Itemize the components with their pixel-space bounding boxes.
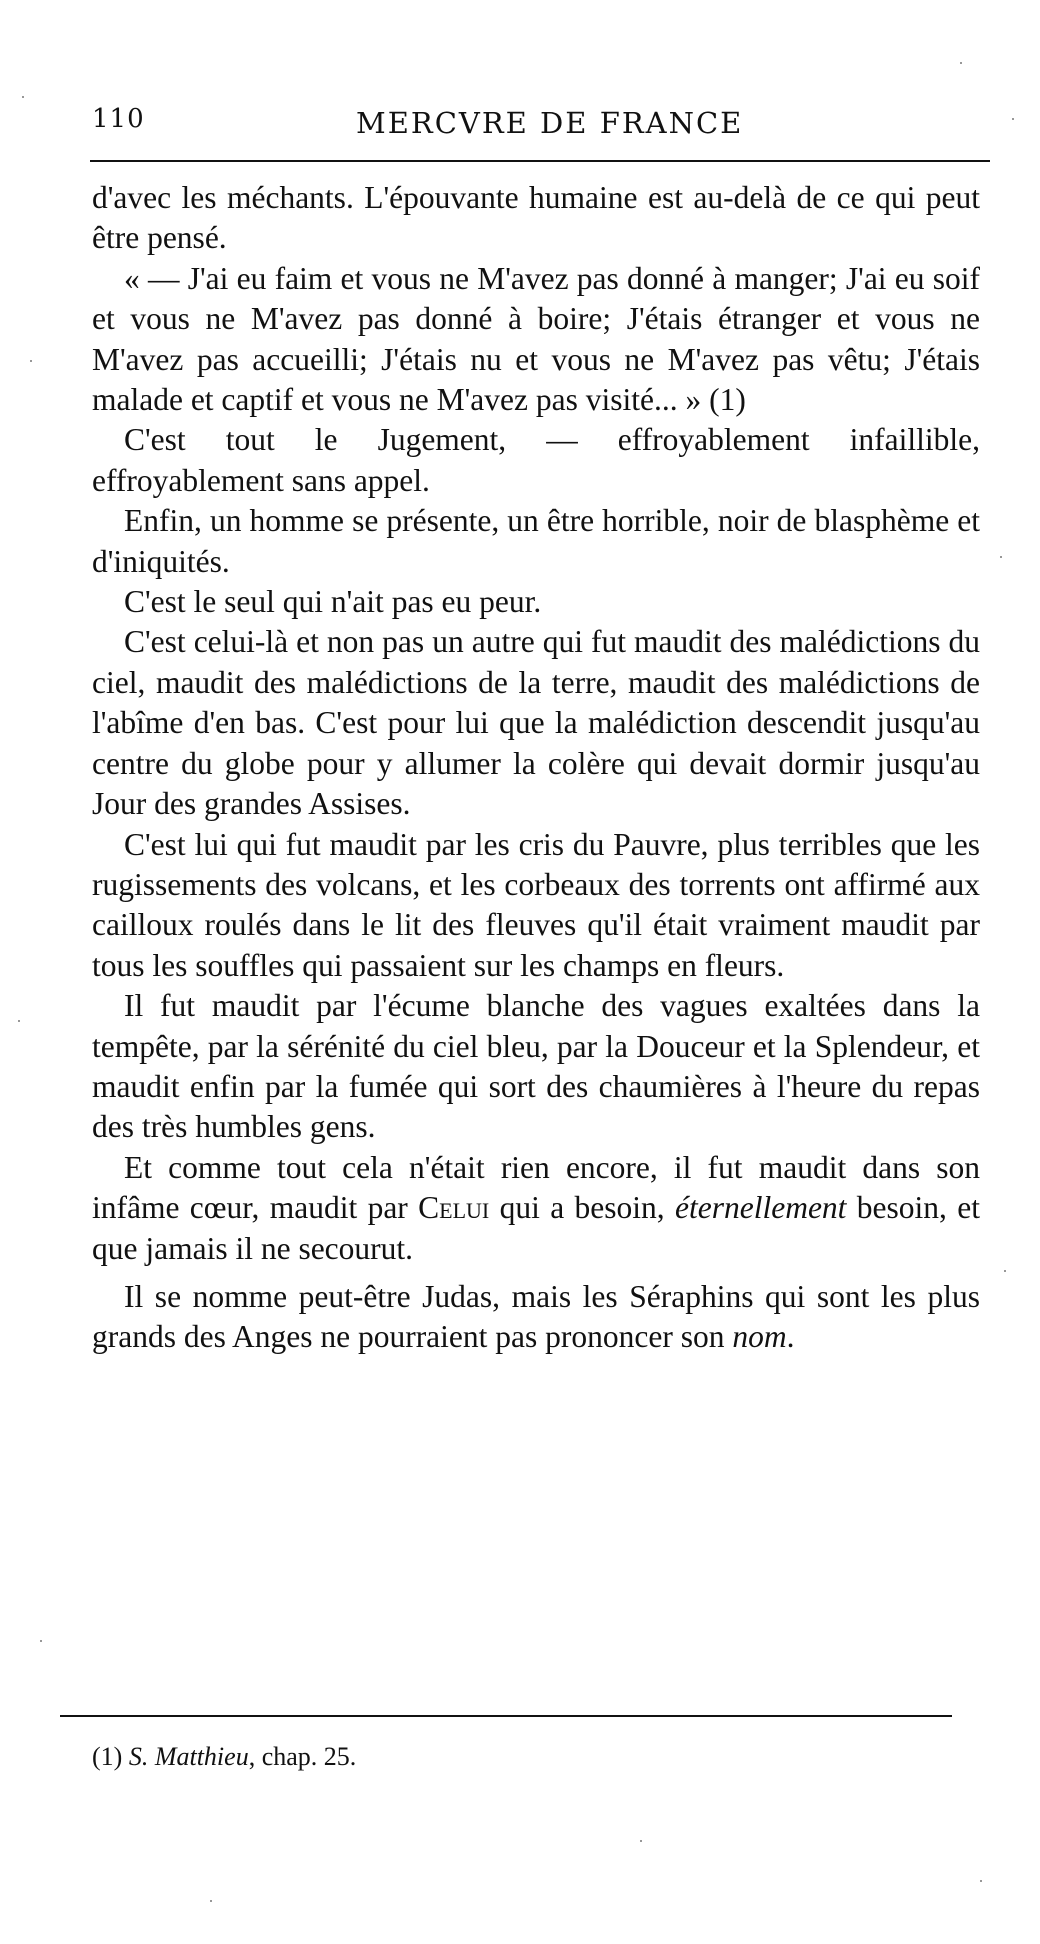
- text-run: qui a besoin,: [489, 1190, 676, 1226]
- scan-speck: [30, 360, 32, 362]
- scan-speck: [960, 62, 962, 64]
- paragraph: Enfin, un homme se présente, un être horrible, noir de blasphème et d'iniquités.: [92, 503, 980, 579]
- scan-speck: [22, 96, 24, 98]
- footnote-rest: , chap. 25.: [248, 1742, 357, 1771]
- footnote: [92, 1742, 356, 1772]
- body-text: [92, 178, 980, 1358]
- header-rule: [90, 160, 990, 162]
- scan-speck: [1000, 556, 1002, 558]
- paragraph: C'est le seul qui n'ait pas eu peur.: [124, 584, 542, 620]
- paragraph: d'avec les méchants. L'épouvante humaine est au-delà de ce qui peut être pensé.: [92, 180, 980, 256]
- running-title: MERCVRE DE FRANCE: [356, 106, 744, 140]
- paragraph: Il fut maudit par l'écume blanche des vagues exaltées dans la tempête, par la sérénité du ciel bleu, par la Douceur et la Splendeur, et maudit enfin par la fumée qui sort des chaumières à l'heure du repas des très humbles gens.: [92, 988, 980, 1145]
- page-number: 110: [92, 104, 145, 134]
- small-caps-word: Celui: [418, 1190, 490, 1226]
- paragraph-et-comme: [92, 1148, 980, 1269]
- scan-speck: [640, 1840, 642, 1842]
- footnote-marker: (1): [92, 1742, 123, 1771]
- scan-speck: [980, 1880, 982, 1882]
- paragraph: « — J'ai eu faim et vous ne M'avez pas donné à manger; J'ai eu soif et vous ne M'avez pas donné à boire; J'étais étranger et vous ne M'avez pas accueilli; J'étais nu et vous ne M'avez pas vêtu; J'étais malade et captif et vous ne M'avez pas visité... » (1): [92, 260, 980, 418]
- text-run: Il se nomme peut-être Judas, mais les Séraphins qui sont les plus grands des Anges ne pourraient pas prononcer son: [92, 1278, 980, 1355]
- paragraph: C'est celui-là et non pas un autre qui fut maudit des malédictions du ciel, maudit des malédictions de la terre, maudit des malédictions de l'abîme d'en bas. C'est pour lui que la malédiction descendit jusqu'au centre du globe pour y allumer la colère qui devait dormir jusqu'au Jour des grandes Assises.: [92, 624, 980, 822]
- footnote-source: S. Matthieu: [128, 1742, 249, 1771]
- text-run: besoin, et que jamais il ne secourut.: [92, 1190, 980, 1266]
- paragraph: C'est tout le Jugement, — effroyablement infaillible, effroyablement sans appel.: [92, 422, 980, 498]
- page-header: [92, 104, 992, 154]
- scan-speck: [1004, 1270, 1006, 1272]
- text-run: Et comme tout cela n'était rien encore, il fut maudit dans son infâme cœur, maudit par: [92, 1149, 980, 1226]
- italic-word: éternellement: [675, 1190, 847, 1226]
- scan-speck: [18, 1020, 20, 1022]
- italic-word: nom: [732, 1319, 787, 1355]
- paragraph: C'est lui qui fut maudit par les cris du Pauvre, plus terribles que les rugissements des volcans, et les corbeaux des torrents ont affirmé aux cailloux roulés dans le lit des fleuves qu'il était vraiment maudit par tous les souffles qui passaient sur les champs en fleurs.: [92, 826, 980, 983]
- scan-speck: [210, 1900, 212, 1902]
- footnote-rule: [60, 1715, 952, 1717]
- text-run: .: [786, 1319, 795, 1355]
- scan-speck: [1012, 118, 1014, 120]
- scan-speck: [40, 1640, 42, 1642]
- paragraph-judas: [92, 1277, 980, 1358]
